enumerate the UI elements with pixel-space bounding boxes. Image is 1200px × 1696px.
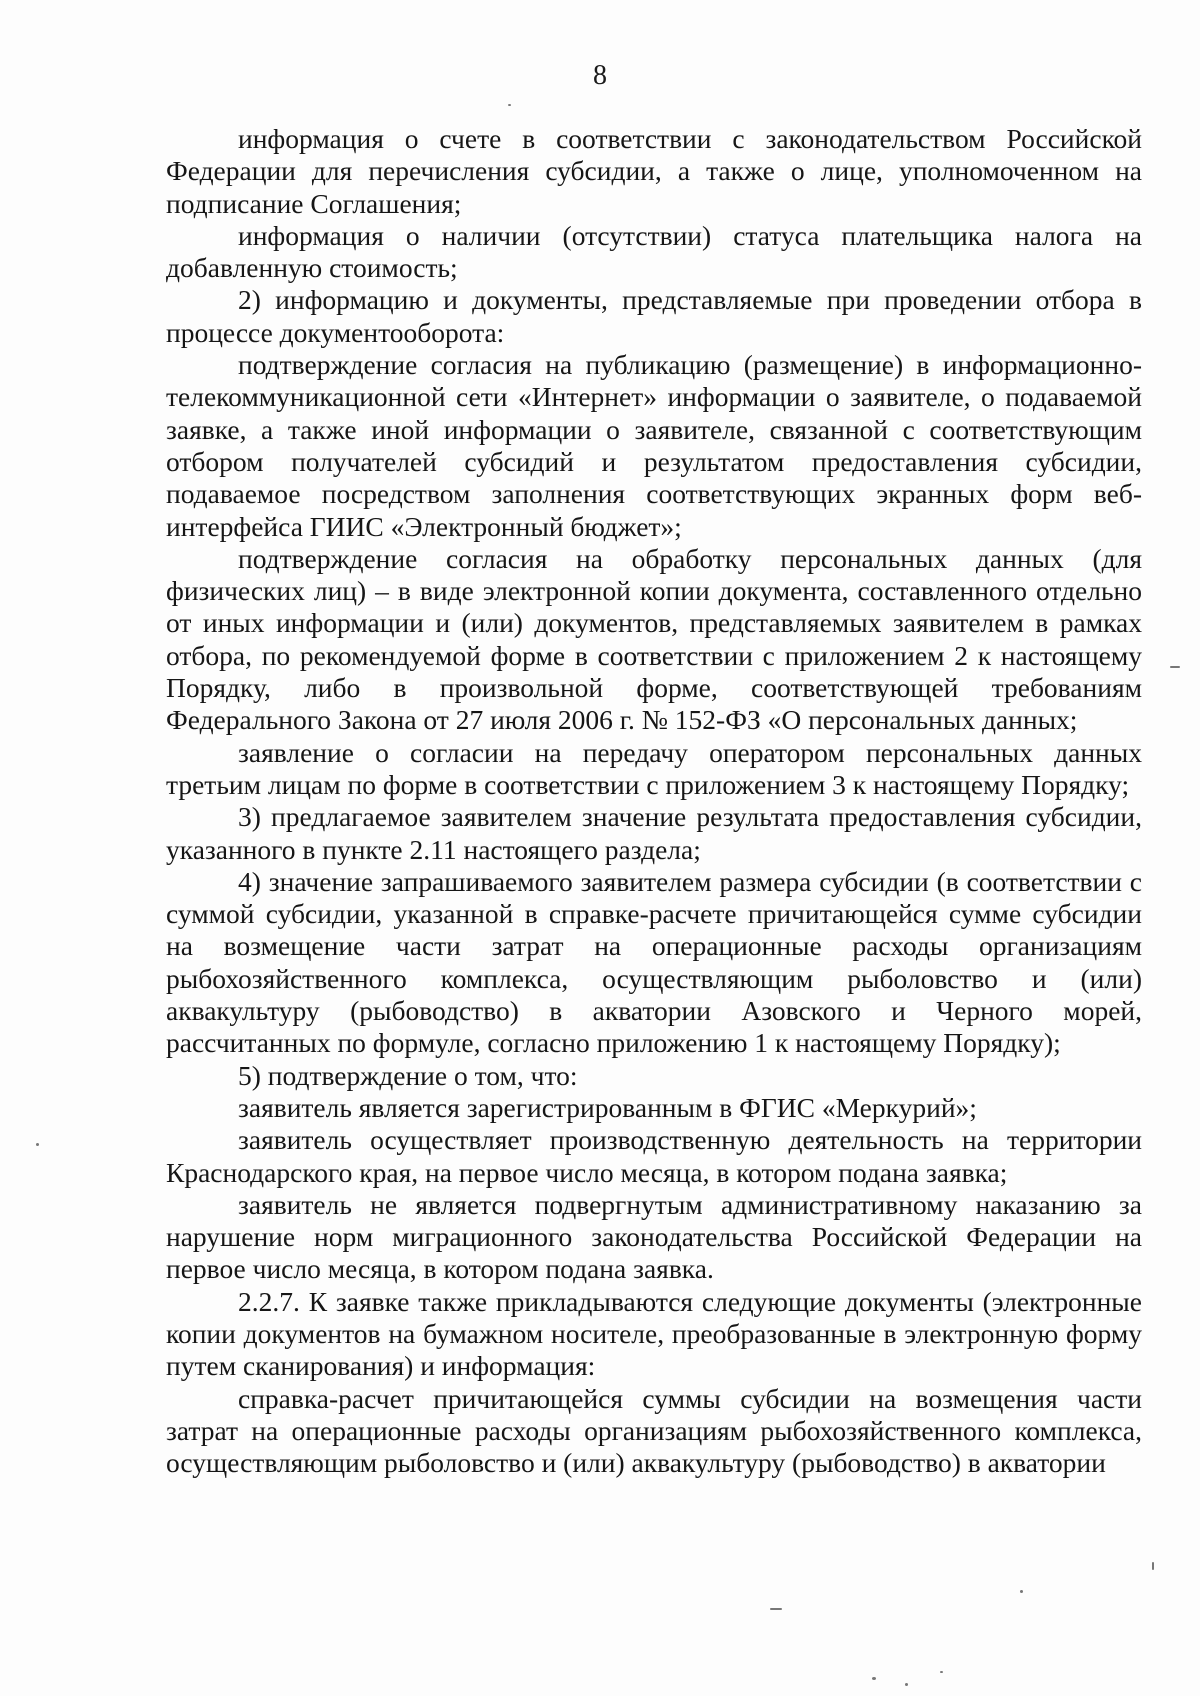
document-body bbox=[166, 123, 1142, 1479]
paragraph: 5) подтверждение о том, что: bbox=[238, 1059, 578, 1091]
scan-speck bbox=[905, 1683, 908, 1686]
paragraph: 2) информацию и документы, представляемые при проведении отбора в процессе документооборота: bbox=[166, 284, 1142, 348]
scan-speck bbox=[872, 1677, 876, 1680]
paragraph: заявитель является зарегистрированным в ФГИС «Меркурий»; bbox=[238, 1091, 977, 1123]
scan-speck bbox=[1170, 666, 1180, 668]
paragraph: заявитель осуществляет производственную деятельность на территории Краснодарского края, на первое число месяца, в котором подана заявка; bbox=[166, 1124, 1142, 1188]
scan-speck bbox=[36, 1143, 39, 1146]
scan-speck bbox=[770, 1608, 782, 1610]
paragraph: подтверждение согласия на обработку персональных данных (для физических лиц) – в виде электронной копии документа, составленного отдельно от иных информации и (или) документов, представляемых заявителем в рамках отбора, по рекомендуемой форме в соответствии с приложением 2 к настоящему Порядку, либо в произвольной форме, соответствующей требованиям Федерального Закона от 27 июля 2006 г. № 152-ФЗ «О персональных данных; bbox=[166, 542, 1142, 736]
paragraph: 3) предлагаемое заявителем значение результата предоставления субсидии, указанного в пункте 2.11 настоящего раздела; bbox=[166, 801, 1142, 865]
paragraph: информация о счете в соответствии с законодательством Российской Федерации для перечисления субсидии, а также о лице, уполномоченном на подписание Соглашения; bbox=[166, 123, 1142, 219]
scan-speck bbox=[1020, 1590, 1023, 1593]
paragraph: информация о наличии (отсутствии) статуса плательщика налога на добавленную стоимость; bbox=[166, 219, 1142, 284]
paragraph: 4) значение запрашиваемого заявителем размера субсидии (в соответствии с суммой субсидии, указанной в справке-расчете причитающейся сумме субсидии на возмещение части затрат на операционные расходы организациям рыбохозяйственного комплекса, осуществляющим рыболовство и (или) аквакультуру (рыбоводство) в акватории Азовского и Черного морей, рассчитанных по формуле, согласно приложению 1 к настоящему Порядку); bbox=[166, 865, 1142, 1059]
scan-speck bbox=[1152, 1562, 1154, 1570]
paragraph: справка-расчет причитающейся суммы субсидии на возмещения части затрат на операционные расходы организациям рыбохозяйственного комплекса, осуществляющим рыболовство и (или) аквакультуру (рыбоводство) в акватории bbox=[166, 1382, 1142, 1479]
scan-speck bbox=[940, 1671, 943, 1673]
page-number: 8 bbox=[593, 60, 607, 91]
paragraph: подтверждение согласия на публикацию (размещение) в информационно-телекоммуникационной сети «Интернет» информации о заявителе, о подаваемой заявке, а также иной информации о заявителе, связанной с соответствующим отбором получателей субсидий и результатом предоставления субсидии, подаваемое посредством заполнения соответствующих экранных форм веб-интерфейса ГИИС «Электронный бюджет»; bbox=[166, 349, 1142, 542]
paragraph: заявитель не является подвергнутым административному наказанию за нарушение норм миграционного законодательства Российской Федерации на первое число месяца, в котором подана заявка. bbox=[166, 1188, 1142, 1285]
paragraph: 2.2.7. К заявке также прикладываются следующие документы (электронные копии документов на бумажном носителе, преобразованные в электронную форму путем сканирования) и информация: bbox=[166, 1285, 1142, 1382]
scan-speck bbox=[508, 104, 511, 106]
paragraph: заявление о согласии на передачу оператором персональных данных третьим лицам по форме в соответствии с приложением 3 к настоящему Порядку; bbox=[166, 736, 1142, 800]
